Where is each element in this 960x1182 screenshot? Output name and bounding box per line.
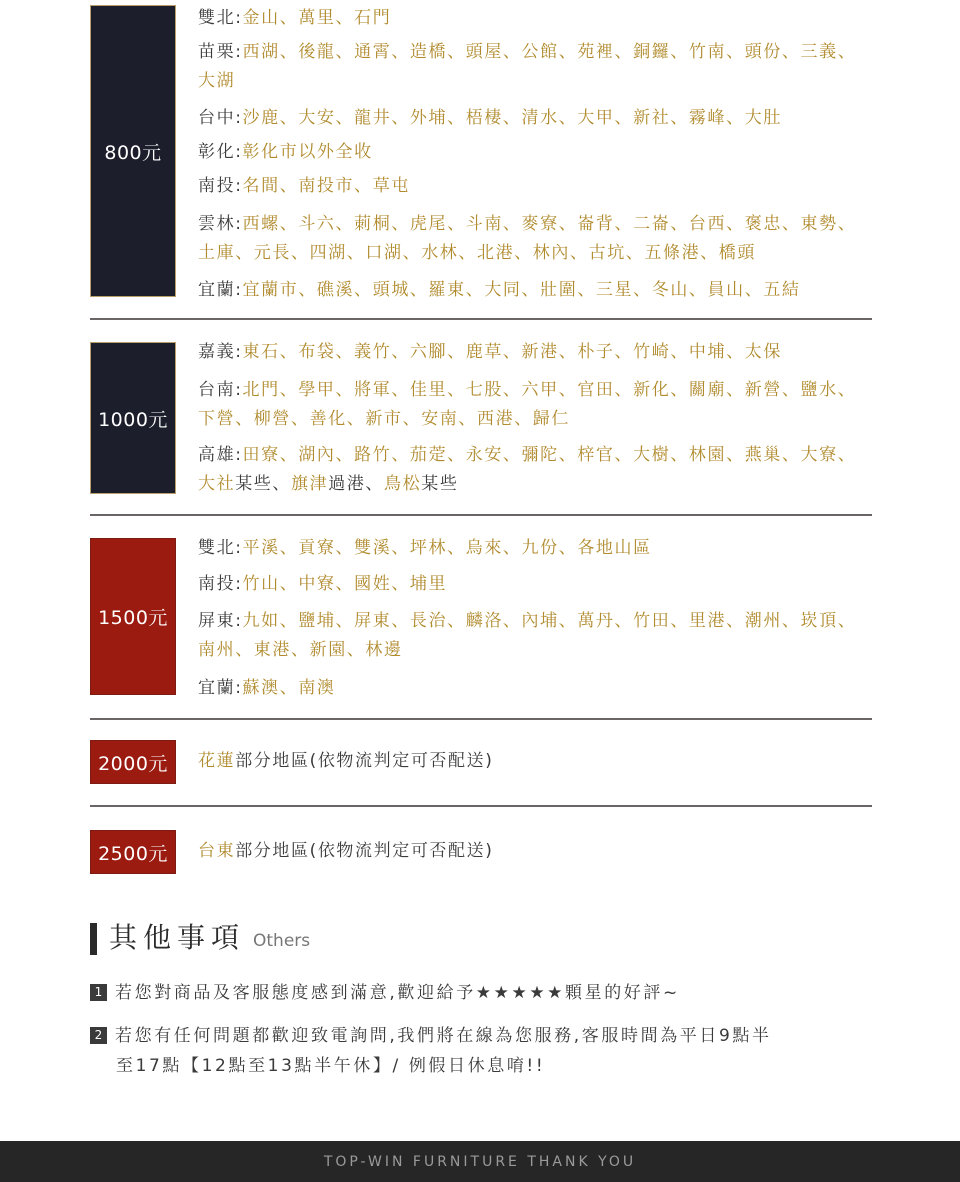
region-row: 台南:北門、學甲、將軍、佳里、七股、六甲、官田、新化、關廟、新營、鹽水、 下營、柳營、善化、新市、安南、西港、歸仁	[198, 380, 857, 429]
note-1: 1 若您對商品及客服態度感到滿意,歡迎給予★★★★★顆星的好評~	[90, 978, 880, 1008]
footer-text: TOP-WIN FURNITURE THANK YOU	[323, 1153, 637, 1170]
tier-1500	[90, 534, 872, 699]
divider	[90, 514, 872, 516]
region-row: 苗栗:西湖、後龍、通霄、造橋、頭屋、公館、苑裡、銅鑼、竹南、頭份、三義、 大湖	[198, 42, 857, 91]
divider	[90, 318, 872, 320]
footer-bar	[0, 1141, 960, 1182]
divider	[90, 805, 872, 807]
region-row: 宜蘭:蘇澳、南澳	[198, 678, 336, 698]
region-row: 台東部分地區(依物流判定可否配送)	[198, 841, 494, 861]
region-row: 花蓮部分地區(依物流判定可否配送)	[198, 751, 494, 771]
region-row: 台中:沙鹿、大安、龍井、外埔、梧棲、清水、大甲、新社、霧峰、大肚	[198, 108, 782, 128]
others-title: 其他事項	[109, 921, 246, 954]
region-row: 南投:名間、南投市、草屯	[198, 176, 410, 196]
price-badge-1000: 1000元	[90, 342, 176, 494]
divider	[90, 718, 872, 720]
price-badge-2500: 2500元	[90, 830, 176, 874]
note-number-badge: 1	[90, 984, 107, 1001]
others-title-en: Others	[253, 931, 311, 951]
note-2: 2 若您有任何問題都歡迎致電詢問,我們將在線為您服務,客服時間為平日9點半 至17點【12點至13點半午休】/ 例假日休息唷!!	[90, 1021, 880, 1081]
tier-2500	[90, 830, 872, 874]
region-row: 南投:竹山、中寮、國姓、埔里	[198, 574, 448, 594]
region-row: 屏東:九如、鹽埔、屏東、長治、麟洛、內埔、萬丹、竹田、里港、潮州、崁頂、 南州、東港、新園、林邊	[198, 611, 857, 660]
region-row: 彰化:彰化市以外全收	[198, 142, 373, 162]
price-badge-1500: 1500元	[90, 538, 176, 695]
region-row: 雙北:金山、萬里、石門	[198, 8, 392, 28]
region-row: 雙北:平溪、貢寮、雙溪、坪林、烏來、九份、各地山區	[198, 538, 652, 558]
region-row: 嘉義:東石、布袋、義竹、六腳、鹿草、新港、朴子、竹崎、中埔、太保	[198, 342, 782, 362]
price-badge-2000: 2000元	[90, 740, 176, 784]
region-row: 雲林:西螺、斗六、莿桐、虎尾、斗南、麥寮、崙背、二崙、台西、褒忠、東勢、 土庫、元長、四湖、口湖、水林、北港、林內、古坑、五條港、橋頭	[198, 214, 857, 263]
note-number-badge: 2	[90, 1027, 107, 1044]
region-row: 高雄:田寮、湖內、路竹、茄萣、永安、彌陀、梓官、大樹、林園、燕巢、大寮、 大社某些、旗津過港、鳥松某些	[198, 445, 857, 494]
others-heading	[90, 921, 310, 955]
price-badge-800: 800元	[90, 5, 176, 297]
tier-1000	[90, 338, 872, 498]
heading-bar	[90, 923, 97, 955]
region-row: 宜蘭:宜蘭市、礁溪、頭城、羅東、大同、壯圍、三星、冬山、員山、五結	[198, 280, 801, 300]
tier-800	[90, 4, 872, 298]
tier-2000	[90, 740, 872, 784]
